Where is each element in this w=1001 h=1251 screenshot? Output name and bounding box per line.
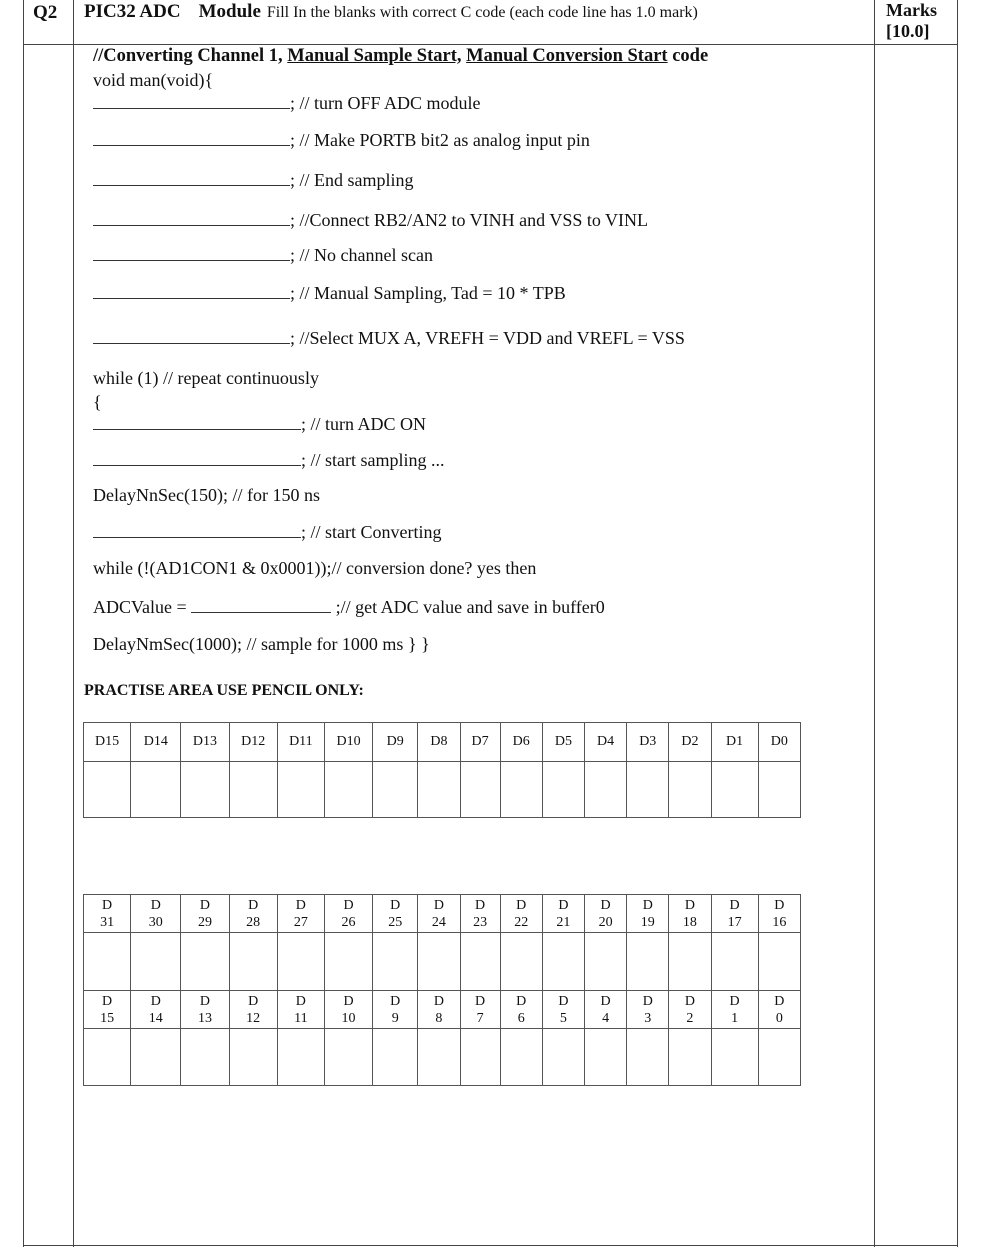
bit-label-cell xyxy=(418,991,460,1029)
bit-label-cell xyxy=(585,991,627,1029)
bit-entry-cell[interactable] xyxy=(324,933,372,991)
bit-number: 27 xyxy=(293,914,308,930)
bit-letter: D xyxy=(390,993,401,1009)
blank-line-5 xyxy=(93,245,433,266)
delay-ns-line: DelayNnSec(150); // for 150 ns xyxy=(93,485,320,505)
bit-label-cell: D5 xyxy=(542,723,584,762)
answer-blank[interactable] xyxy=(93,245,290,261)
bit-letter: D xyxy=(102,993,113,1009)
bit-label-cell xyxy=(542,991,584,1029)
bit-entry-cell[interactable] xyxy=(131,1029,181,1086)
bit-letter: D xyxy=(433,897,444,913)
bit-label-cell: D10 xyxy=(324,723,372,762)
bit-letter: D xyxy=(295,993,306,1009)
bit-number: 4 xyxy=(602,1010,610,1026)
bit-label-cell: D12 xyxy=(229,723,277,762)
line-comment: ; //Connect RB2/AN2 to VINH and VSS to VINL xyxy=(290,210,649,230)
bit-letter: D xyxy=(199,897,211,913)
line-comment: ; // turn ADC ON xyxy=(301,414,427,434)
bit-entry-cell[interactable] xyxy=(460,762,500,818)
bit-entry-cell[interactable] xyxy=(324,762,372,818)
code-header-suffix: code xyxy=(667,46,709,66)
bit-number: 6 xyxy=(517,1010,525,1026)
bit-number: 18 xyxy=(682,914,697,930)
bit-letter: D xyxy=(343,993,354,1009)
bit-number: 29 xyxy=(197,914,212,930)
bit-entry-cell[interactable] xyxy=(181,762,229,818)
bit-label-cell xyxy=(181,895,229,933)
bit-label-cell xyxy=(229,895,277,933)
blank-line-10 xyxy=(93,522,441,543)
bit-label-cell: D8 xyxy=(418,723,460,762)
bit-entry-cell[interactable] xyxy=(627,933,669,991)
bit-label-cell: D2 xyxy=(669,723,711,762)
blank-line-8 xyxy=(93,414,426,435)
marks-header xyxy=(886,0,937,42)
bit-label-cell: D13 xyxy=(181,723,229,762)
bit-number: 26 xyxy=(341,914,356,930)
bit-letter: D xyxy=(642,993,653,1009)
bit-letter: D xyxy=(774,993,785,1009)
bit-label-cell: D7 xyxy=(460,723,500,762)
bit-letter: D xyxy=(516,993,527,1009)
bit-entry-cell[interactable] xyxy=(627,762,669,818)
bit-number: 24 xyxy=(431,914,446,930)
bit-letter: D xyxy=(199,993,211,1009)
answer-blank[interactable] xyxy=(93,450,301,466)
bit-letter: D xyxy=(150,993,161,1009)
frame-right-border xyxy=(957,0,958,1247)
bit-number: 28 xyxy=(246,914,261,930)
blank-line-9 xyxy=(93,450,445,471)
bit-letter: D xyxy=(248,897,259,913)
answer-blank[interactable] xyxy=(93,414,301,430)
bit-entry-cell[interactable] xyxy=(229,933,277,991)
bit-letter: D xyxy=(475,897,486,913)
code-header-link2: Manual Conversion Start xyxy=(466,46,668,66)
frame-marks-divider xyxy=(874,0,875,1247)
bit-entry-cell[interactable] xyxy=(84,762,131,818)
code-header-prefix: //Converting Channel 1, xyxy=(93,46,288,66)
bit-label-cell xyxy=(324,991,372,1029)
line-comment: ; // Make PORTB bit2 as analog input pin xyxy=(290,130,590,150)
bit-number: 0 xyxy=(775,1010,783,1026)
bit-label-cell xyxy=(669,895,711,933)
bit-entry-cell[interactable] xyxy=(542,762,584,818)
bit-entry-cell[interactable] xyxy=(585,933,627,991)
bit-letter: D xyxy=(729,897,740,913)
bit-entry-cell[interactable] xyxy=(500,933,542,991)
bit-entry-cell[interactable] xyxy=(460,933,500,991)
blank-line-7 xyxy=(93,328,685,349)
bit-entry-cell[interactable] xyxy=(711,1029,758,1086)
bit-number: 11 xyxy=(294,1010,308,1026)
bit-label-cell: D11 xyxy=(277,723,324,762)
bit-letter: D xyxy=(102,897,113,913)
bit-entry-cell[interactable] xyxy=(500,1029,542,1086)
answer-blank[interactable] xyxy=(93,170,290,186)
line-comment: ; // No channel scan xyxy=(290,245,433,265)
line-comment: ; //Select MUX A, VREFH = VDD and VREFL = VSS xyxy=(290,328,685,348)
bit-label-cell xyxy=(277,895,324,933)
bit-label-cell xyxy=(500,991,542,1029)
bit-number: 30 xyxy=(148,914,163,930)
marks-label: Marks xyxy=(886,0,937,20)
code-header xyxy=(93,46,708,67)
bit-label-cell xyxy=(585,895,627,933)
answer-blank[interactable] xyxy=(93,328,290,344)
bit-label-cell: D1 xyxy=(711,723,758,762)
title-instruction: Fill In the blanks with correct C code (each code line has 1.0 mark) xyxy=(266,4,698,21)
bit-entry-cell[interactable] xyxy=(758,762,800,818)
bit-letter: D xyxy=(600,897,611,913)
bit-label-cell xyxy=(181,991,229,1029)
bit-entry-cell[interactable] xyxy=(669,933,711,991)
adc-prefix: ADCValue = xyxy=(93,597,192,617)
answer-blank[interactable] xyxy=(93,283,290,299)
bit-letter: D xyxy=(433,993,444,1009)
bit-entry-cell[interactable] xyxy=(585,762,627,818)
bit-label-cell: D4 xyxy=(585,723,627,762)
bit-label-cell xyxy=(131,895,181,933)
bit-letter: D xyxy=(774,897,785,913)
bit-label-cell xyxy=(711,895,758,933)
frame-left-border xyxy=(23,0,24,1247)
bit-number: 19 xyxy=(640,914,655,930)
line-comment: ; // End sampling xyxy=(290,170,414,190)
adc-value-line xyxy=(93,597,605,618)
bit-label-cell xyxy=(542,895,584,933)
delay-ms-line: DelayNmSec(1000); // sample for 1000 ms } } xyxy=(93,634,430,654)
bit-entry-cell[interactable] xyxy=(460,1029,500,1086)
bit-table-16 xyxy=(83,722,801,818)
bit-entry-cell[interactable] xyxy=(669,762,711,818)
bit-entry-cell[interactable] xyxy=(373,762,418,818)
bit-number: 1 xyxy=(731,1010,739,1026)
bit-label-cell xyxy=(324,895,372,933)
bit-letter: D xyxy=(558,897,569,913)
practise-area-label: PRACTISE AREA USE PENCIL ONLY: xyxy=(84,682,364,699)
line-comment: ; // Manual Sampling, Tad = 10 * TPB xyxy=(290,283,566,303)
bit-letter: D xyxy=(642,897,653,913)
bit-entry-cell[interactable] xyxy=(277,1029,324,1086)
bit-number: 2 xyxy=(686,1010,694,1026)
bit-entry-cell[interactable] xyxy=(373,1029,418,1086)
bit-label-cell xyxy=(277,991,324,1029)
blank-line-3 xyxy=(93,170,414,191)
bit-number: 17 xyxy=(727,914,742,930)
bit-entry-cell[interactable] xyxy=(758,933,800,991)
bit-entry-cell[interactable] xyxy=(418,762,460,818)
bit-entry-cell[interactable] xyxy=(181,1029,229,1086)
answer-blank[interactable] xyxy=(93,130,290,146)
bit-letter: D xyxy=(295,897,306,913)
bit-number: 22 xyxy=(514,914,529,930)
open-brace: { xyxy=(93,392,102,412)
bit-entry-cell[interactable] xyxy=(669,1029,711,1086)
line-comment: ; // start Converting xyxy=(301,522,442,542)
bit-label-cell: D15 xyxy=(84,723,131,762)
bit-letter: D xyxy=(150,897,161,913)
bit-number: 9 xyxy=(391,1010,399,1026)
title-text: PIC32 ADC xyxy=(84,1,181,22)
bit-entry-cell[interactable] xyxy=(711,933,758,991)
bit-number: 15 xyxy=(100,1010,115,1026)
bit-number: 8 xyxy=(435,1010,443,1026)
code-header-link1: Manual Sample Start, xyxy=(287,46,462,66)
bit-number: 25 xyxy=(388,914,403,930)
bit-number: 14 xyxy=(148,1010,163,1026)
bit-letter: D xyxy=(390,897,401,913)
bit-label-cell: D6 xyxy=(500,723,542,762)
title-module: Module xyxy=(198,1,261,22)
bit-letter: D xyxy=(600,993,611,1009)
answer-blank[interactable] xyxy=(93,93,290,109)
bit-label-cell xyxy=(758,991,800,1029)
bit-entry-cell[interactable] xyxy=(229,1029,277,1086)
bit-letter: D xyxy=(684,897,695,913)
answer-blank[interactable] xyxy=(191,597,331,613)
bit-label-cell: D3 xyxy=(627,723,669,762)
bit-entry-cell[interactable] xyxy=(84,933,131,991)
bit-entry-cell[interactable] xyxy=(418,933,460,991)
bit-label-cell xyxy=(460,991,500,1029)
bit-label-cell xyxy=(500,895,542,933)
answer-blank[interactable] xyxy=(93,210,290,226)
blank-line-2 xyxy=(93,130,590,151)
bit-number: 13 xyxy=(197,1010,212,1026)
bit-entry-cell[interactable] xyxy=(627,1029,669,1086)
function-declaration: void man(void){ xyxy=(93,70,214,90)
bit-number: 10 xyxy=(341,1010,356,1026)
header-underline xyxy=(23,44,958,45)
blank-line-6 xyxy=(93,283,566,304)
bit-label-cell xyxy=(229,991,277,1029)
bit-label-cell: D9 xyxy=(373,723,418,762)
bit-letter: D xyxy=(558,993,569,1009)
bit-label-cell xyxy=(84,895,131,933)
bit-letter: D xyxy=(475,993,486,1009)
bit-label-cell xyxy=(131,991,181,1029)
bit-label-cell xyxy=(669,991,711,1029)
line-comment: ; // start sampling ... xyxy=(301,450,445,470)
bit-entry-cell[interactable] xyxy=(277,762,324,818)
bit-letter: D xyxy=(729,993,740,1009)
bit-entry-cell[interactable] xyxy=(373,933,418,991)
bit-entry-cell[interactable] xyxy=(542,1029,584,1086)
bit-number: 5 xyxy=(559,1010,567,1026)
bit-label-cell xyxy=(84,991,131,1029)
line-comment: ; // turn OFF ADC module xyxy=(290,93,481,113)
bit-letter: D xyxy=(516,897,527,913)
bit-label-cell: D14 xyxy=(131,723,181,762)
bit-number: 7 xyxy=(476,1010,484,1026)
bit-entry-cell[interactable] xyxy=(758,1029,800,1086)
bit-number: 3 xyxy=(644,1010,652,1026)
bit-number: 12 xyxy=(246,1010,261,1026)
bit-label-cell xyxy=(758,895,800,933)
bit-label-cell xyxy=(627,895,669,933)
bit-entry-cell[interactable] xyxy=(277,933,324,991)
bit-label-cell: D0 xyxy=(758,723,800,762)
bit-entry-cell[interactable] xyxy=(84,1029,131,1086)
bit-label-cell xyxy=(373,991,418,1029)
blank-line-1 xyxy=(93,93,481,114)
bit-entry-cell[interactable] xyxy=(131,933,181,991)
bit-entry-cell[interactable] xyxy=(542,933,584,991)
bit-letter: D xyxy=(343,897,354,913)
bit-letter: D xyxy=(684,993,695,1009)
bit-number: 21 xyxy=(556,914,571,930)
frame-qnum-divider xyxy=(73,0,74,1247)
bit-label-cell xyxy=(373,895,418,933)
bit-label-cell xyxy=(627,991,669,1029)
question-number: Q2 xyxy=(33,2,58,23)
while-loop-line: while (1) // repeat continuously xyxy=(93,368,319,388)
bit-entry-cell[interactable] xyxy=(181,933,229,991)
bit-entry-cell[interactable] xyxy=(418,1029,460,1086)
answer-blank[interactable] xyxy=(93,522,301,538)
blank-line-4 xyxy=(93,210,648,231)
frame-bottom-border xyxy=(23,1245,958,1246)
bit-entry-cell[interactable] xyxy=(324,1029,372,1086)
bit-entry-cell[interactable] xyxy=(500,762,542,818)
bit-entry-cell[interactable] xyxy=(229,762,277,818)
bit-label-cell xyxy=(418,895,460,933)
bit-label-cell xyxy=(711,991,758,1029)
bit-number: 20 xyxy=(598,914,613,930)
adc-suffix: ;// get ADC value and save in buffer0 xyxy=(331,597,605,617)
marks-value: [10.0] xyxy=(886,21,930,41)
bit-label-cell xyxy=(460,895,500,933)
question-title xyxy=(84,1,698,23)
while-done-line: while (!(AD1CON1 & 0x0001));// conversion done? yes then xyxy=(93,558,537,578)
bit-number: 16 xyxy=(772,914,787,930)
bit-table-32 xyxy=(83,894,801,1086)
bit-entry-cell[interactable] xyxy=(131,762,181,818)
bit-letter: D xyxy=(248,993,259,1009)
bit-number: 31 xyxy=(100,914,115,930)
bit-entry-cell[interactable] xyxy=(585,1029,627,1086)
bit-number: 23 xyxy=(473,914,488,930)
bit-entry-cell[interactable] xyxy=(711,762,758,818)
